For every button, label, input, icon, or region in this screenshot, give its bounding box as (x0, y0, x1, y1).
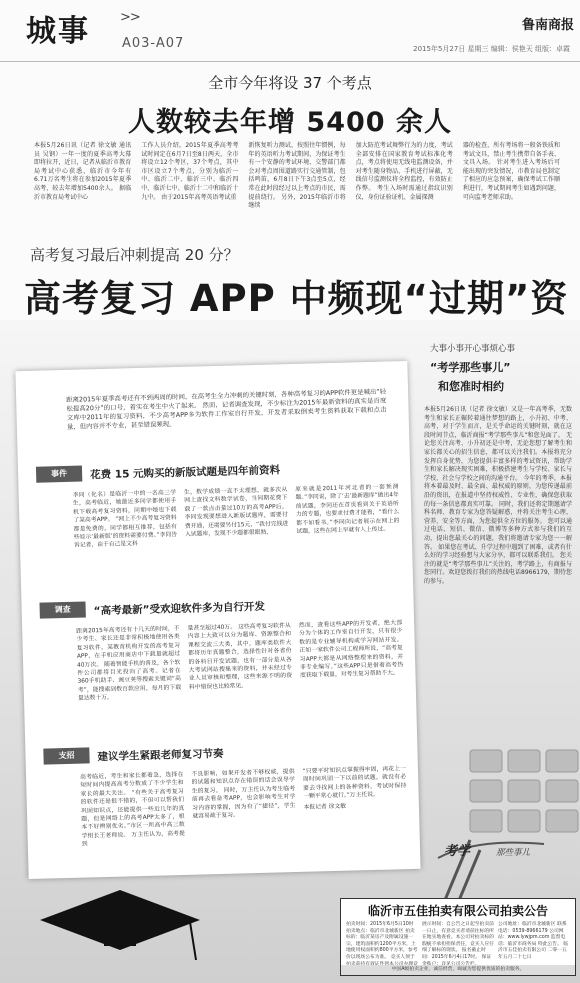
section-tag-event: 事件 (36, 466, 82, 483)
top-article-column: 加大防范考试舞弊行为的力度，考试全部安排在国家教育考试标准化考点，考点将使用无线电监测设备，并对考生随身物品、手机进行屏蔽，无线信号监测仪将全程监控，有效防止作弊。 考生入场时需通过指纹识别仪，身份证验证机、金属探测 (355, 142, 453, 201)
logo-main-text: 考学 (444, 844, 471, 859)
right-column-kicker: 大事小事开心事烦心事 (430, 344, 516, 354)
section-title: 城事 (26, 14, 90, 49)
section-body-event (73, 483, 402, 591)
section-title-survey: “高考最新”受欢迎软件多为自行开发 (93, 600, 266, 618)
article-column: 然而，查看这些APP的开发者，绝大部分为个体的工作室自行开发，只有很少数的是专业辅导机构或学习网站开发。正如一家软件公司工程师所说，“高考复习APP大都是从网络整理来的资料，并非专业编写。”这些APP只是借着高考热度获取下载量，对考生复习帮助不大。 (298, 620, 404, 680)
right-column-subtitle: 和您准时相约 (438, 380, 504, 393)
ad-column: 拍卖时间：2015年6月5日10时 拍卖地点：临沂市北城新区 拍卖标的：临沂某房产及附属设施一宗，建筑面积约1200平方米，土地使用权面积约800平方米，参考价以现场公布为准。 竞买人须于 (346, 922, 418, 960)
section-tag-survey: 调查 (39, 601, 85, 618)
top-article-column: 工作人员介绍，2015年夏季高考考试时间定在6月7日至8日两天，全市将设立12个考区，37个考点，其中市区设立7个考点，分别为临沂一中、临沂二中、临沂三中、临沂四中、临沂七中、临沂十二中和临沂十九中。 由于2015年高考英语考试重 (141, 142, 239, 201)
section-title-event: 花费 15 元购买的新版试题是四年前资料 (90, 464, 281, 482)
main-article-intro: 距离2015年夏季高考还有不到两周的时间，在高考生全力冲刺的关键时刻，各种高考复习的APP软件更是喊出“轻松提高20分”的口号，着实在考生中火了起来。 然而，记者调查发现，不少标注为2015年最新资料的真实是百度文库中2011年的复习资料，不少高考APP多为软件工作室自行开发，开发者采取倒卖考生资料获取下载和点击量，但内容并不专业，甚至错误频现。 (66, 387, 387, 431)
right-column-body: 本报5月26日讯（记者 徐文敏）又是一年高考季，无数考生和家长正辗转着通往梦想的路上，小升初、中考、高考，对于学生而言，是关乎命运的关键时刻，就在这段时间节点，临沂商报“考学那些事儿”和您见面了。 无论您关注高考、小升初还是中考，无论您想了解考生和家长都关心的招生信息，都可以关注我们。本报将充分发挥自身优势，为您提供丰富多样的考试资讯，帮助学生和家长解决现实困难，积极搭建考生与学校、家长与学校、社会与学校之间的沟通平台。 今年的考季，本报将本着最及时、最全面、最权威的原则，为您传递最前沿的资讯，在报道中坚持权威性、专业性，确保您获取的每一条信息都真实可靠。 同时，我们还将定期邀请学科名师、教育专家为您答疑解惑，并将关注考生心理、营养、安全等方面，为您提供全方位的服务。 您可以通过电话、短信、微信、微博等多种方式参与我们的互动，提出您最关心的问题，我们将邀请专家为您一一解答。 如果您在考试、升学过程中遇到了困难，或者有什么好的学习经验想与大家分享，都可以联系我们。 您关注的就是“考学那些事儿”关注的，考学路上，有商报与您同行。欢迎您拨打我们的热线电话8966179，期待您的参与。 (424, 406, 572, 585)
ad-title: 临沂市五佳拍卖有限公司拍卖公告 (367, 904, 548, 918)
main-article-kicker: 高考复习最后冲刺提高 20 分？ (30, 246, 239, 264)
ad-column: 展示时间：自公告之日起至拍卖前一日止，有意竞买者请前往标的所在地实地查看。本公司对拍卖标的瑕疵不承担担保责任，竞买人应仔细了解标的现状。 报名截止时间：2015年6月4日17时。 保证 (422, 922, 494, 960)
main-article-headline: 高考复习 APP 中频现“过期”资 (24, 277, 569, 320)
top-article-headline: 人数较去年增 5400 余人 (128, 107, 452, 138)
ad-column: 公司地址：临沂市北城新区 联系电话：0539-8966179 公司网站：www.lywjpm.com 监督电话：临沂市商务局 特此公告。 临沂市五佳拍卖有限公司 二零一五年五月二十七日 (498, 922, 569, 960)
column-logo (436, 836, 548, 864)
section-tag-advice: 支招 (43, 747, 89, 764)
top-article-body (34, 142, 560, 238)
article-column: 距离2015年高考还有十几天的时间，不少考生、家长还是非常积极地使用各类复习软件，某教育机构开发的高考复习APP，在手机应用商店中下载量就超过40万次。 随着智能手机的普及，各个软件公司都将目光投向了高考。记者在360手机助手、豌豆荚等搜索关键词“高考”，能搜索到数百款应用，每月的下载量达数十万。 (76, 626, 182, 702)
paper-name: 鲁南商报 (521, 18, 574, 33)
article-column: 高考临近，考生和家长都着急，选择在短时间内提高高考分数成了不少学生和家长的最大关注。 “有些关于高考复习的软件还是很不错的，不但可以帮我们巩固知识点，还能提供一些近几年的真题，但是网络上的高考APP太多了，根本不好辨别优劣。”市区一所高中高三数学组长王老师说。 万主任认为，高考提到 (80, 771, 185, 848)
top-article-column: 器的检查，所有考场将一般备铁质和考试文具，禁止考生携带自备手表、文具入场。 针对考生进入考场后可能出现的突发情况，市教育局也制定了相应的应急预案，确保考试工作顺利进行，考试期间考生如遇到问题，可向监考老师求助。 (462, 142, 561, 201)
article-column: “只要平时知识点掌握得牢固，再花上一周时间巩固一下以前的试题，就没有必要去寻找网上的各种资料，考试时保持一颗平常心就行。”万主任说。 (302, 766, 407, 801)
section-body-survey (76, 619, 405, 739)
ad-body (341, 919, 575, 971)
chevron-icon: >> (120, 10, 140, 25)
byline: 本报记者 徐文敏 (303, 803, 347, 811)
article-column-with-byline (303, 765, 409, 864)
top-article-kicker: 全市今年将设 37 个考点 (208, 74, 372, 92)
article-column: 量甚至超过40万。 这些高考复习软件从内容上大致可以分为题库、资源整合和课程交流三大类，其中，题库类软件大都将历年真题整合，选择性针对各省份的各科目开发试题，也有一部分是从各大考试网站搜集来的资料，并未经过专业人员审核和整理，这些来源不明的资料中错误也比较常见。 (187, 623, 293, 691)
ad-footer: 中国A级拍卖企业，诚信经营，竭诚为您提供优质的拍卖服务。 (341, 965, 575, 975)
article-column: 生，数学成绩一直不太理想，就多次从网上查找文科数学试卷，当同期花费下载了一款点击量过10万的高考APP后，李同发现要想进入新版试题库，需要付费开通，还需要另付15元，“我付完钱进入试题库，发现不少题都很眼熟， (183, 487, 289, 538)
top-article-column: 本报5月26日讯（记者 徐文敏 通讯员 吴钢）一年一度的夏季高考大幕即将拉开，近日，记者从临沂市教育局考试中心获悉，临沂市今年有6.71万名考生将在参加2015年夏季高考，较去年增加5400余人。 据临沂市教育局考试中心 (34, 142, 132, 201)
section-title-advice: 建议学生紧跟老师复习节奏 (97, 747, 224, 764)
right-column-title: “考学那些事儿” (430, 361, 511, 374)
auction-notice-ad (340, 898, 576, 976)
article-column: 原来就是2011年河北省的一套预测题。”李同说，除了‘去’最新题库”做出4年前试题，李同还在首页看到关于英语听力的专题，也要求付费才能看，“看什么都不如看书。”李同向记者展示在网上的试题，这些在网上早就有人上传过。 (295, 484, 400, 535)
article-column: 李同（化名）是临沂一中的一名高三学生，高考临近，她最近多同学都使用手机下载高考复习资料，同期中她也下载了某高考APP。 “网上不少高考复习资料都是免费的，同学都相互推荐，包括有些显示‘最新版’的资料需要付费。”李同告诉记者，由于自己是文科 (72, 490, 178, 550)
section-body-advice (80, 765, 408, 870)
article-column: 不良影响，如果开发者不够权威，提供的试题和知识点存在错误的话会误导学生的复习。 同时，万主任认为考生临考前再去看备考APP，也会影响考生对学习内容的掌握，因为有了“捷径”，学生就容易疏于复习。 (191, 769, 296, 820)
page-range: A03-A07 (122, 36, 185, 51)
article-sheet (15, 361, 420, 879)
top-article-column: 新恢复听力测试，按照往年惯例，每年的英语听力考试期间，为保证考生有一个安静的考试环境，交警部门都会对考点周围道路实行交通管制，包括鸣笛，6月8日下午3点至5点，经常在此时段经过以上考点的市民，需提前绕行。 另外，2015年临沂市将继续 (248, 142, 346, 210)
masthead (0, 0, 580, 62)
right-column-notice (424, 342, 572, 832)
issue-meta: 2015年5月27日 星期三 编辑：侯艳天 组版：卓霞 (413, 45, 570, 53)
logo-sub-text: 那些事儿 (496, 848, 531, 858)
